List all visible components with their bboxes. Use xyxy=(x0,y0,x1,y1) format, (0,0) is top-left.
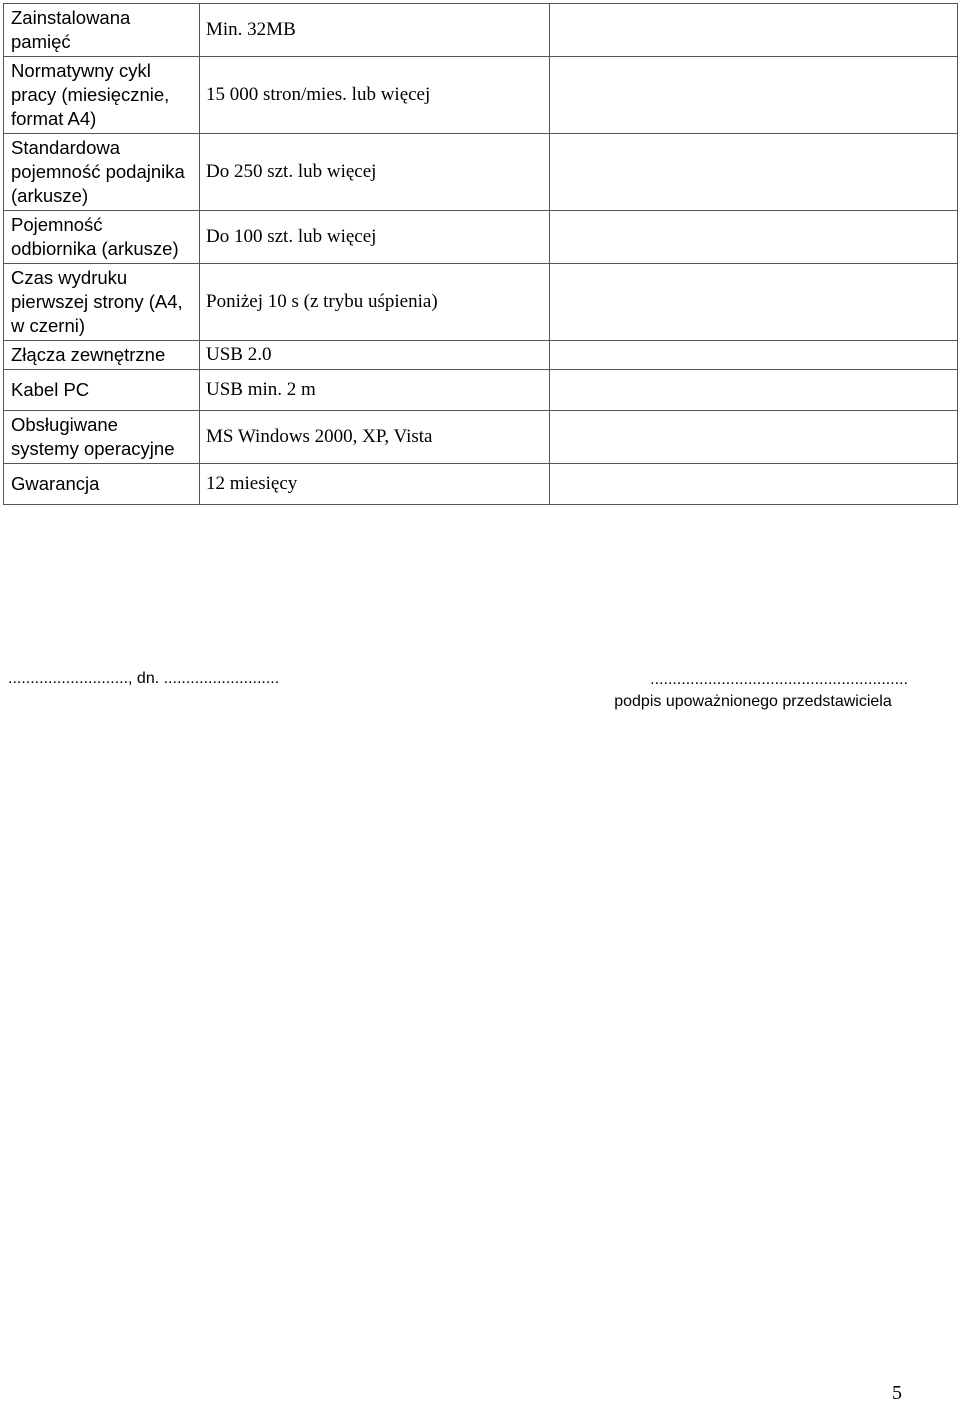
table-row xyxy=(4,464,958,505)
spec-label: Zainstalowana pamięć xyxy=(11,7,131,52)
spec-label: Czas wydruku pierwszej strony (A4, w czerni) xyxy=(11,267,183,336)
spec-value: USB min. 2 m xyxy=(206,379,316,400)
table-row xyxy=(4,57,958,134)
spec-label: Pojemność odbiornika (arkusze) xyxy=(11,214,179,259)
spec-label: Standardowa pojemność podajnika (arkusze) xyxy=(11,137,185,206)
table-row xyxy=(4,370,958,411)
empty-cell xyxy=(550,411,958,464)
spec-value: Do 100 szt. lub więcej xyxy=(206,226,377,247)
table-row xyxy=(4,4,958,57)
spec-value: Min. 32MB xyxy=(206,19,296,40)
spec-value: MS Windows 2000, XP, Vista xyxy=(206,426,433,447)
spec-value: 12 miesięcy xyxy=(206,473,298,494)
table-row xyxy=(4,211,958,264)
table-row xyxy=(4,341,958,370)
spec-value: Do 250 szt. lub więcej xyxy=(206,161,377,182)
empty-cell xyxy=(550,341,958,370)
spec-label: Kabel PC xyxy=(11,379,90,400)
spec-value: 15 000 stron/mies. lub więcej xyxy=(206,84,431,105)
spec-label: Gwarancja xyxy=(11,473,100,494)
empty-cell xyxy=(550,464,958,505)
spec-value: USB 2.0 xyxy=(206,344,272,365)
page-number: 5 xyxy=(892,1382,902,1404)
spec-label: Normatywny cykl pracy (miesięcznie, format A4) xyxy=(11,60,170,129)
empty-cell xyxy=(550,370,958,411)
signature-line: .......................................................... xyxy=(650,671,908,688)
spec-table xyxy=(3,3,958,505)
spec-label: Obsługiwane systemy operacyjne xyxy=(11,414,175,459)
table-row xyxy=(4,264,958,341)
signature-block xyxy=(598,669,908,713)
empty-cell xyxy=(550,4,958,57)
empty-cell xyxy=(550,211,958,264)
place-date-line: ..........................., dn. .......................... xyxy=(8,670,280,687)
spec-label: Złącza zewnętrzne xyxy=(11,344,166,365)
empty-cell xyxy=(550,134,958,211)
empty-cell xyxy=(550,57,958,134)
spec-value: Poniżej 10 s (z trybu uśpienia) xyxy=(206,291,438,312)
signature-caption: podpis upoważnionego przedstawiciela xyxy=(614,693,892,710)
table-row xyxy=(4,411,958,464)
table-row xyxy=(4,134,958,211)
empty-cell xyxy=(550,264,958,341)
